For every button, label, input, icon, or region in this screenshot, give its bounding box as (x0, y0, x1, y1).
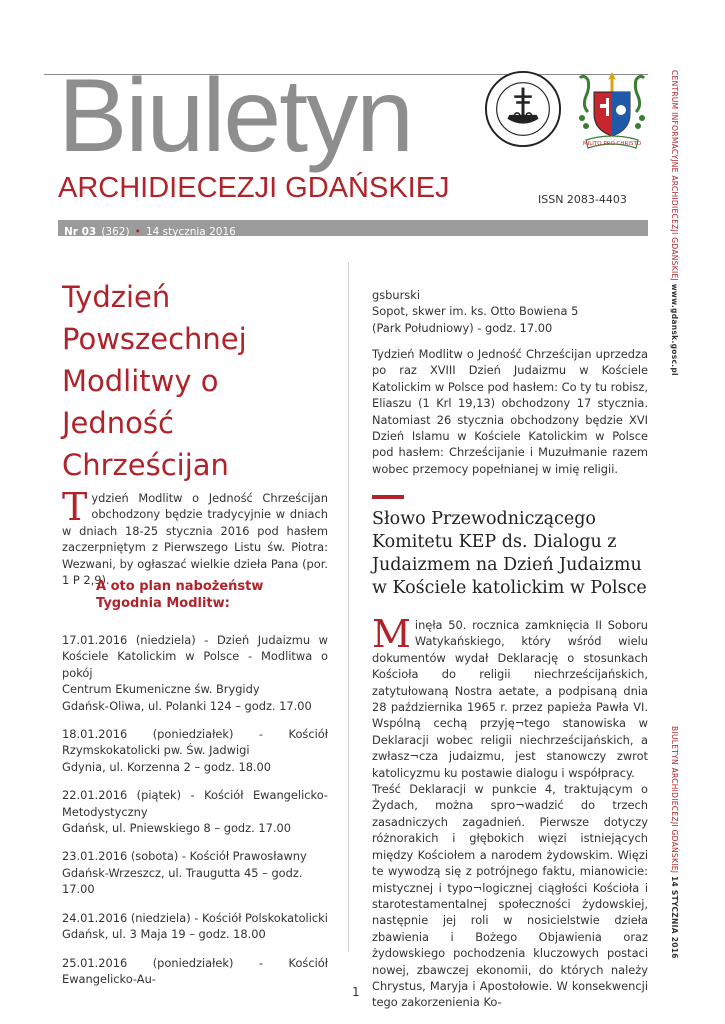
coat-of-arms-icon (572, 68, 652, 152)
issn-number: ISSN 2083-4403 (538, 193, 627, 206)
issue-total: (362) (101, 226, 130, 238)
schedule-item: 17.01.2016 (niedziela) - Dzień Judaizmu w Kościele Katolickim w Polsce - Modlitwa o pokój Centrum Ekumeniczne św. Brygidy Gdańsk-Oliwa, ul. Polanki 124 – godz. 17.00 (62, 633, 328, 713)
crest-motto: MILITO PRO CHRISTO (582, 141, 642, 147)
seal-logo-icon (484, 70, 562, 148)
masthead-subtitle: ARCHIDIECEZJI GDAŃSKIEJ (58, 172, 450, 204)
separator-dot: • (134, 226, 141, 238)
issue-bar (58, 220, 648, 236)
schedule-continuation: gsburski Sopot, skwer im. ks. Otto Bowiena 5 (Park Południowy) - godz. 17.00 (372, 288, 579, 335)
issue-number: Nr 03 (64, 226, 97, 238)
page-number: 1 (352, 985, 360, 999)
schedule-list (62, 632, 328, 999)
intro-paragraph: Tydzień Modlitw o Jedność Chrześcijan obchodzony będzie tradycyjnie w dniach w dniach 18-25 stycznia 2016 pod hasłem zaczerpniętym z Pierwszego Listu św. Piotra: Wezwani, by ogłaszać wielkie dzieła Pana (por. 1 P 2,9). (62, 485, 328, 588)
article-heading: Tydzień Powszechnej Modlitwy o Jedność Chrześcijan (62, 280, 247, 482)
schedule-item: 25.01.2016 (poniedziałek) - Kościół Ewangelicko-Au- (62, 955, 328, 986)
schedule-item: 18.01.2016 (poniedziałek) - Kościół Rzymskokatolicki pw. Św. Jadwigi Gdynia, ul. Korzenna 2 – godz. 18.00 (62, 727, 328, 774)
dropcap: M (372, 612, 411, 656)
paragraph-days: Tydzień Modlitw o Jedność Chrześcijan uprzedza po raz XVIII Dzień Judaizmu w Kościele Katolickim w Polsce pod hasłem: Co ty tu robisz, Eliaszu (1 Krl 19,13) obchodzony 17 stycznia. Natomiast 26 stycznia obchodzony będzie XVI Dzień Islamu w Kościele Katolickim w Polsce pod hasłem: Chrześcijanie i Muzułmanie razem wobec przemocy popełnianej w imię religii. (372, 347, 648, 476)
side-label-bottom: BIULETYN ARCHIDIECEZJI GDAŃSKIEJ 14 STYCZNIA 2016 (670, 726, 679, 959)
schedule-item: 22.01.2016 (piątek) - Kościół Ewangelicko-Metodystyczny Gdańsk, ul. Pniewskiego 8 – godz. 17.00 (62, 788, 328, 836)
dropcap: T (62, 485, 88, 529)
masthead-title: Biuletyn (58, 58, 412, 174)
section-heading: Słowo Przewodniczącego Komitetu KEP ds. Dialogu z Judaizmem na Dzień Judaizmu w Kościele katolickim w Polsce (372, 509, 647, 598)
section-accent-rule (372, 495, 404, 499)
side-label-top: CENTRUM INFORMACYJNE ARCHIDIECEZJI GDAŃSKIEJ www.gdansk.gosc.pl (670, 70, 679, 376)
issue-date: 14 stycznia 2016 (145, 226, 236, 238)
plan-heading: A oto plan nabożeństw Tygodnia Modlitw: (96, 579, 264, 611)
schedule-item: 24.01.2016 (niedziela) - Kościół Polskokatolicki Gdańsk, ul. 3 Maja 19 – godz. 18.00 (62, 910, 328, 942)
schedule-item: 23.01.2016 (sobota) - Kościół Prawosławny Gdańsk-Wrzeszcz, ul. Traugutta 45 – godz. 17.00 (62, 849, 307, 897)
column-divider (348, 262, 349, 952)
article-body: Minęła 50. rocznica zamknięcia II Soboru Watykańskiego, który wśród wielu dokumentów wydał Deklarację o stosunkach Kościoła do religii niechrześcijańskich, zatytułowaną Nostra aetate, a podpisaną dnia 28 października 1965 r. przez papieża Pawła VI. Wspólną cechą przyję¬tego stanowiska w Deklaracji wobec religii niechrześcijańskich, a zwłasz¬cza judaizmu, jest stanowczy zwrot katolicyzmu ku postawie dialogu i współpracy. Treść Deklaracji w punkcie 4, traktującym o Żydach, można spro¬wadzić do trzech zasadniczych zagadnień. Pierwsze dotyczy różnorakich i głębokich więzi istniejących między Kościołem a narodem żydowskim. Więzi te wywodzą się z potrójnego faktu, mianowicie: mistycznej i typo¬logicznej ciągłości Kościoła i starotestamentalnej społeczności żydowskiej, następnie jej roli w nosicielstwie dzieła zbawienia i Bożego Objawienia oraz żydowskiego pochodzenia kluczowych postaci nowej, zbawczej ekonomii, do których należy Chrystus, Maryja i Apostołowie. W konsekwencji tego zakorzenienia Ko- (372, 612, 648, 1010)
